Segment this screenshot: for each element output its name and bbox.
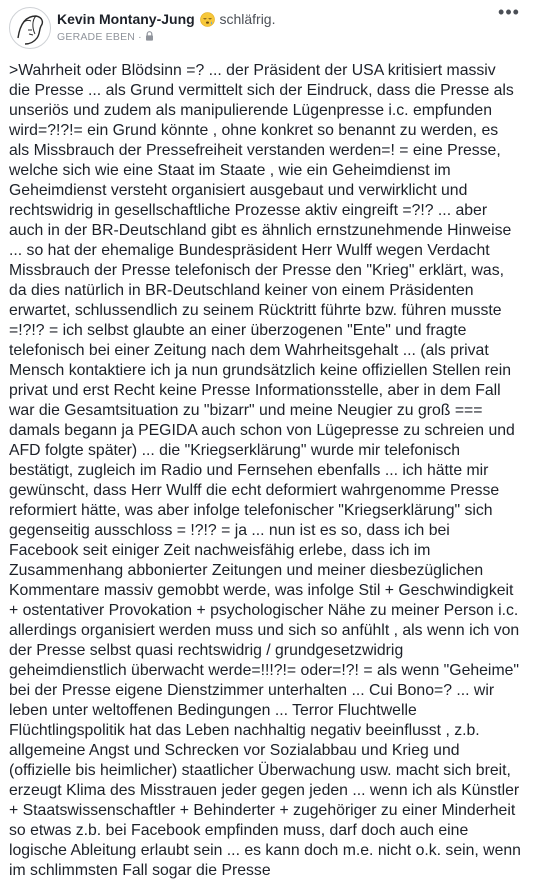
post-meta — [57, 30, 154, 44]
sleepy-face-emoji-icon — [200, 12, 215, 27]
lock-icon[interactable] — [145, 31, 154, 41]
timestamp[interactable]: GERADE EBEN — [57, 31, 136, 43]
post-text: >Wahrheit oder Blödsinn =? ... der Präsident der USA kritisiert massiv die Presse ... als Grund vermittelt sich der Eindruck, dass die Presse als unseriös und zudem als manipulierende Lügenpresse i.c. empfunden wird=?!?!= ein Grund könnte , ohne konkret so benannt zu werden, es als Missbrauch der Pressefreiheit verstanden werden=! = eine Presse, welche sich wie eine Staat im Staate , wie ein Geheimdienst im Geheimdienst versteht organisiert ausgebaut und verwirklicht und rechtswidrig in gesellschaftliche Prozesse aktiv eingreift =?!? ... aber auch in der BR-Deutschland gibt es ähnlich ernstzunehmende Hinweise ... so hat der ehemalige Bundespräsident Herr Wulff wegen Verdacht Missbrauch der Presse telefonisch der Presse den "Krieg" erklärt, was, da dies natürlich in BR-Deutschland keiner von einem Präsidenten erwartet, schlussendlich zu seinem Rücktritt führte bzw. führen musste =!?!? = ich selbst glaubte an einer überzogenen "Ente" und fragte telefonisch bei einer Zeitung nach dem Wahrheitsgehalt ... (als privat Mensch kontaktiere ich ja nun grundsätzlich keine offiziellen Stellen rein privat und erst Recht keine Presse Informationsstelle, aber in dem Fall war die Gesamtsituation zu "bizarr" und meine Neugier zu groß === damals begann ja PEGIDA auch schon von Lügepresse zu schreien und AFD folgte später) ... die "Kriegserklärung" wurde mir telefonisch bestätigt, zugleich im Radio und Fernsehen ebenfalls ... ich hätte mir gewünscht, dass Herr Wulff die echt deformiert wahrgenomme Presse reformiert hätte, was aber infolge telefonischer "Kriegserklärung" sich gegenseitig ausschloss = !?!? = ja ... nun ist es so, dass ich bei Facebook seit einiger Zeit nachweisfähig erlebe, dass ich im Zusammenhang abbonierter Zeitungen und meiner diesbezüglichen Kommentare massiv gemobbt werde, was infolge Stil + Geschwindigkeit + ostentativer Provokation + psychologischer Nähe zu meiner Person i.c. allerdings organisiert werden muss und sich so anfühlt , als wenn ich von der Presse selbst quasi rechtswidrig / grundgesetzwidrig geheimdienstlich überwacht werde=!!!?!= oder=!?! = als wenn "Geheime" bei der Presse eigene Dienstzimmer unterhalten ... Cui Bono=? ... wir leben unter weltoffenen Bedingungen ... Terror Fluchtwelle Flüchtlingspolitik hat das Leben nachhaltig negativ beeinflusst , z.b. allgemeine Angst und Schrecken vor Sozialabbau und Krieg und (offizielle bis heimlicher) staatlicher Überwachung usw. macht sich breit, erzeugt Klima des Misstrauen jeder gegen jeden ... wenn ich als Künstler + Staatswissenschaftler + Behinderter + zugehöriger zu einer Minderheit so etwas z.b. bei Facebook empfinden muss, darf doch auch eine logische Ableitung erlaubt sein ... es kann doch m.e. nicht o.k. sein, wenn im schlimmsten Fall sogar die Presse — [9, 62, 521, 879]
profile-sketch-icon — [10, 8, 50, 48]
author-name[interactable]: Kevin Montany-Jung — [57, 11, 195, 27]
author-line — [57, 10, 275, 28]
post-header — [0, 0, 534, 58]
meta-separator: · — [138, 31, 142, 43]
more-options-button[interactable]: ••• — [498, 2, 520, 22]
avatar[interactable] — [9, 7, 51, 49]
feeling-status: schläfrig. — [219, 11, 276, 27]
